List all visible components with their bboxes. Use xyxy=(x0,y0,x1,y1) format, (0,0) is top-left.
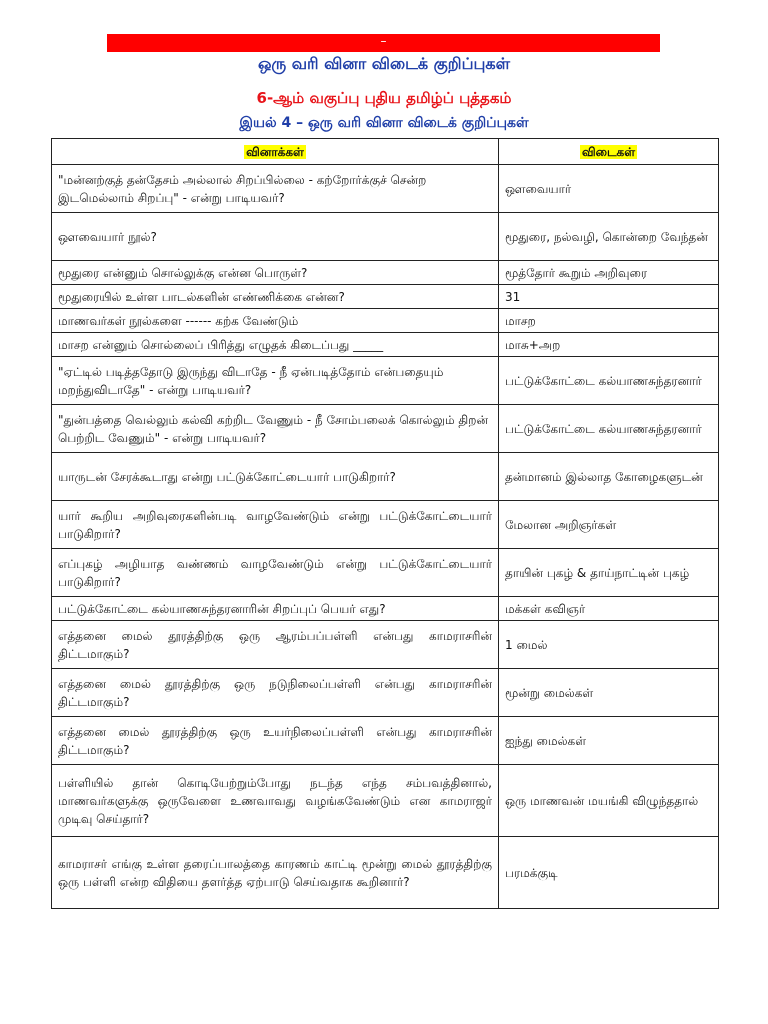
answer-cell: ஔவையார் xyxy=(499,165,719,213)
answer-cell: 31 xyxy=(499,285,719,309)
question-cell: மூதுரை என்னும் சொல்லுக்கு என்ன பொருள்? xyxy=(52,261,499,285)
answer-cell: மாசு+அற xyxy=(499,333,719,357)
question-cell: யாருடன் சேரக்கூடாது என்று பட்டுக்கோட்டையார் பாடுகிறார்? xyxy=(52,453,499,501)
table-row xyxy=(52,717,719,765)
table-header-row xyxy=(52,139,719,165)
answer-cell: 1 மைல் xyxy=(499,621,719,669)
class-title: 6-ஆம் வகுப்பு புதிய தமிழ்ப் புத்தகம் xyxy=(256,89,512,107)
table-row xyxy=(52,285,719,309)
answer-cell: மாசற xyxy=(499,309,719,333)
question-cell: மாசற என்னும் சொல்லைப் பிரித்து எழுதக் கிடைப்பது _____ xyxy=(52,333,499,357)
answer-cell: மூதுரை, நல்வழி, கொன்றை வேந்தன் xyxy=(499,213,719,261)
question-cell: "ஏட்டில் படித்ததோடு இருந்து விடாதே - நீ ஏன்படித்தோம் என்பதையும் மறந்துவிடாதே" - என்று பாடியவர்? xyxy=(52,357,499,405)
answer-cell: ஒரு மாணவன் மயங்கி விழுந்ததால் xyxy=(499,765,719,837)
answer-cell: தன்மானம் இல்லாத கோழைகளுடன் xyxy=(499,453,719,501)
table-row xyxy=(52,357,719,405)
table-body xyxy=(52,165,719,909)
answer-cell: மேலான அறிஞர்கள் xyxy=(499,501,719,549)
question-cell: ஔவையார் நூல்? xyxy=(52,213,499,261)
questions-header-label: வினாக்கள் xyxy=(246,144,304,159)
table-row xyxy=(52,669,719,717)
table-row xyxy=(52,837,719,909)
answer-cell: பட்டுக்கோட்டை கல்யாணசுந்தரனார் xyxy=(499,357,719,405)
answer-cell: மூன்று மைல்கள் xyxy=(499,669,719,717)
table-row xyxy=(52,453,719,501)
page-title: ஒரு வரி வினா விடைக் குறிப்புகள் xyxy=(257,54,511,73)
top-banner-bar xyxy=(107,34,660,52)
answer-cell: மக்கள் கவிஞர் xyxy=(499,597,719,621)
answer-cell: பட்டுக்கோட்டை கல்யாணசுந்தரனார் xyxy=(499,405,719,453)
unit-title: இயல் 4 – ஒரு வரி வினா விடைக் குறிப்புகள் xyxy=(239,115,529,131)
qa-table xyxy=(51,138,719,909)
question-cell: காமராசர் எங்கு உள்ள தரைப்பாலத்தை காரணம் காட்டி மூன்று மைல் தூரத்திற்கு ஒரு பள்ளி என்ற விதியை தளர்த்த ஏற்பாடு செய்வதாக கூறினார்? xyxy=(52,837,499,909)
question-cell: பள்ளியில் தான் கொடியேற்றும்போது நடந்த எந்த சம்பவத்தினால், மாணவர்களுக்கு ஒருவேளை உணவாவது வழங்கவேண்டும் என காமராஜர் முடிவு செய்தார்? xyxy=(52,765,499,837)
question-cell: எத்தனை மைல் தூரத்திற்கு ஒரு உயர்நிலைப்பள்ளி என்பது காமராசரின் திட்டமாகும்? xyxy=(52,717,499,765)
question-cell: மூதுரையில் உள்ள பாடல்களின் எண்ணிக்கை என்ன? xyxy=(52,285,499,309)
answers-header xyxy=(499,139,719,165)
question-cell: "துன்பத்தை வெல்லும் கல்வி கற்றிட வேணும் - நீ சோம்பலைக் கொல்லும் திறன் பெற்றிட வேணும்" - என்று பாடியவர்? xyxy=(52,405,499,453)
question-cell: பட்டுக்கோட்டை கல்யாணசுந்தரனாரின் சிறப்புப் பெயர் எது? xyxy=(52,597,499,621)
table-row xyxy=(52,405,719,453)
question-cell: எப்புகழ் அழியாத வண்ணம் வாழவேண்டும் என்று பட்டுக்கோட்டையார் பாடுகிறார்? xyxy=(52,549,499,597)
answers-header-label: விடைகள் xyxy=(581,144,636,159)
answer-cell: மூத்தோர் கூறும் அறிவுரை xyxy=(499,261,719,285)
table-row xyxy=(52,165,719,213)
answer-cell: ஐந்து மைல்கள் xyxy=(499,717,719,765)
question-cell: யார் கூறிய அறிவுரைகளின்படி வாழவேண்டும் என்று பட்டுக்கோட்டையார் பாடுகிறார்? xyxy=(52,501,499,549)
banner-text: – xyxy=(380,34,387,48)
table-row xyxy=(52,621,719,669)
question-cell: "மன்னற்குத் தன்தேசம் அல்லால் சிறப்பில்லை - கற்றோர்க்குச் சென்ற இடமெல்லாம் சிறப்பு" - என்று பாடியவர்? xyxy=(52,165,499,213)
table-row xyxy=(52,765,719,837)
table-row xyxy=(52,549,719,597)
question-cell: எத்தனை மைல் தூரத்திற்கு ஒரு நடுநிலைப்பள்ளி என்பது காமராசரின் திட்டமாகும்? xyxy=(52,669,499,717)
answer-cell: பரமக்குடி xyxy=(499,837,719,909)
table-row xyxy=(52,333,719,357)
table-row xyxy=(52,309,719,333)
question-cell: மாணவர்கள் நூல்களை ------ கற்க வேண்டும் xyxy=(52,309,499,333)
questions-header xyxy=(52,139,499,165)
table-row xyxy=(52,213,719,261)
question-cell: எத்தனை மைல் தூரத்திற்கு ஒரு ஆரம்பப்பள்ளி என்பது காமராசரின் திட்டமாகும்? xyxy=(52,621,499,669)
table-row xyxy=(52,597,719,621)
table-row xyxy=(52,501,719,549)
table-row xyxy=(52,261,719,285)
answer-cell: தாயின் புகழ் & தாய்நாட்டின் புகழ் xyxy=(499,549,719,597)
